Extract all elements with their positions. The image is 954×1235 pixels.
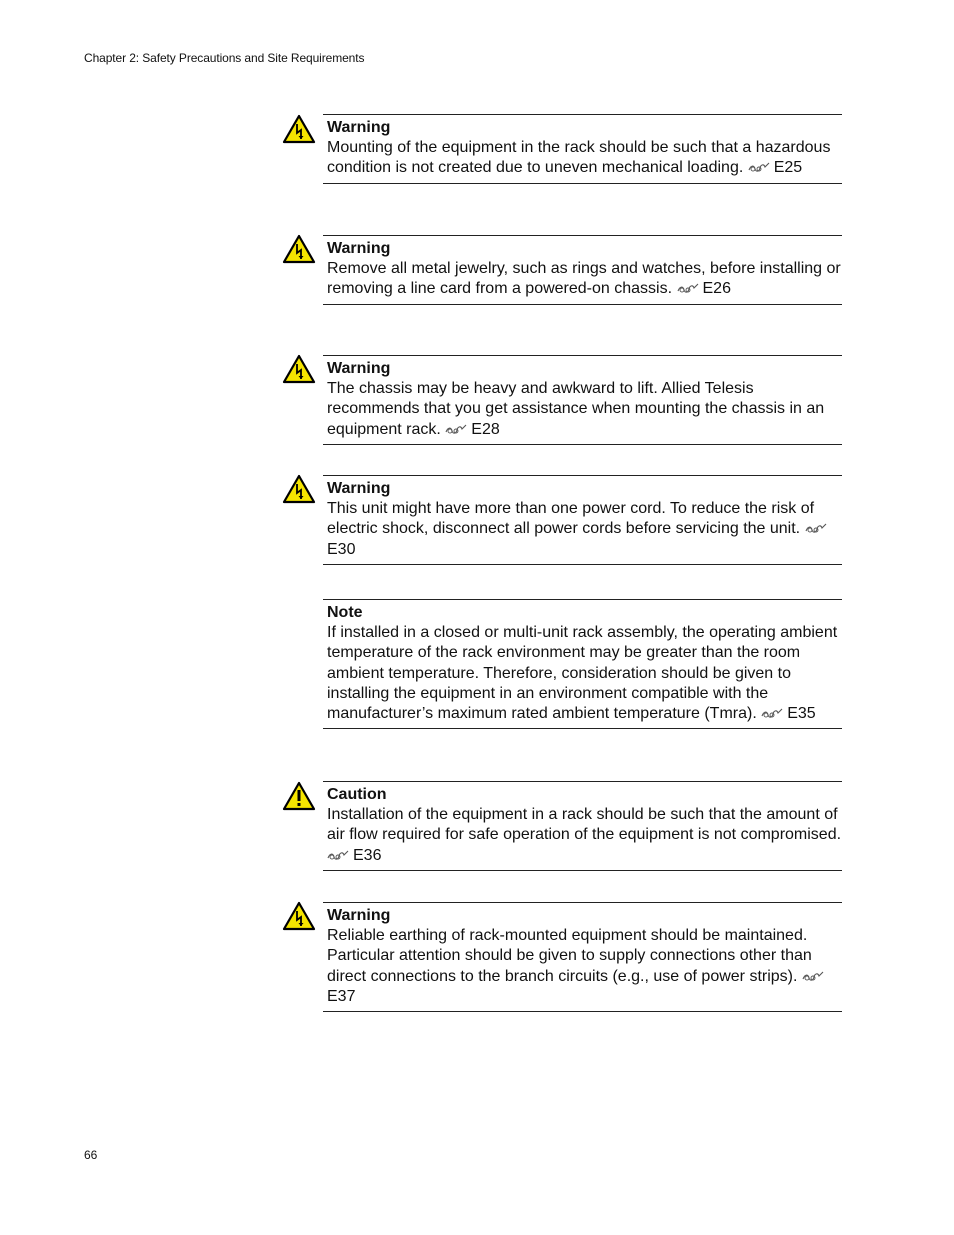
notice-title: Note (327, 604, 363, 621)
caution-exclamation-icon (282, 781, 316, 811)
notice-text: This unit might have more than one power cord. To reduce the risk of electric shock, disconnect all power cords before servicing the unit. (327, 500, 815, 538)
notice-ref: E30 (327, 540, 356, 558)
caution-notice (323, 781, 842, 871)
electrical-warning-icon (282, 114, 316, 144)
notice-ref: E26 (702, 280, 731, 298)
notice-body (327, 499, 842, 560)
warning-notice (323, 902, 842, 1012)
notice-title: Warning (327, 480, 391, 497)
notice-body (327, 805, 842, 866)
electrical-warning-icon (282, 234, 316, 264)
reference-glyph-icon (677, 282, 699, 294)
notice-title: Warning (327, 119, 391, 136)
notice-body (327, 259, 842, 300)
notice-text: Reliable earthing of rack-mounted equipment should be maintained. Particular attention should be given to supply connections other than direct connections to the branch circuits (e.g., use of power strips). (327, 927, 812, 985)
notice-title: Warning (327, 360, 391, 377)
warning-notice (323, 114, 842, 184)
electrical-warning-icon (282, 901, 316, 931)
running-header: Chapter 2: Safety Precautions and Site Requirements (84, 51, 365, 65)
notice-ref: E37 (327, 987, 356, 1005)
notice-title: Warning (327, 907, 391, 924)
notice-text: Remove all metal jewelry, such as rings and watches, before installing or removing a line card from a powered-on chassis. (327, 260, 841, 298)
notice-ref: E28 (471, 420, 500, 438)
reference-glyph-icon (327, 849, 349, 861)
page-number: 66 (84, 1148, 98, 1162)
note-notice (323, 599, 842, 729)
notice-body (327, 926, 842, 1007)
notice-text: The chassis may be heavy and awkward to lift. Allied Telesis recommends that you get assistance when mounting the chassis in an equipment rack. (327, 380, 825, 438)
electrical-warning-icon (282, 354, 316, 384)
reference-glyph-icon (445, 423, 467, 435)
reference-glyph-icon (802, 970, 824, 982)
reference-glyph-icon (748, 161, 770, 173)
notice-body (327, 379, 842, 440)
reference-glyph-icon (805, 522, 827, 534)
notice-text: If installed in a closed or multi-unit rack assembly, the operating ambient temperature of the rack environment may be greater than the room ambient temperature. Therefore, consideration should be given to installing the equipment in an environment compatible with the manufacturer’s maximum rated ambient temperature (Tmra). (327, 624, 838, 723)
notice-title: Warning (327, 240, 391, 257)
notice-ref: E35 (787, 705, 816, 723)
warning-notice (323, 355, 842, 445)
notice-text: Installation of the equipment in a rack should be such that the amount of air flow required for safe operation of the equipment is not compromised. (327, 806, 842, 844)
electrical-warning-icon (282, 474, 316, 504)
notice-title: Caution (327, 786, 387, 803)
reference-glyph-icon (761, 707, 783, 719)
notice-text: Mounting of the equipment in the rack should be such that a hazardous condition is not created due to uneven mechanical loading. (327, 139, 831, 177)
notice-ref: E25 (773, 159, 803, 177)
notice-body (327, 138, 842, 179)
warning-notice (323, 475, 842, 565)
notice-ref: E36 (353, 846, 382, 864)
warning-notice (323, 235, 842, 305)
notice-body (327, 623, 842, 724)
